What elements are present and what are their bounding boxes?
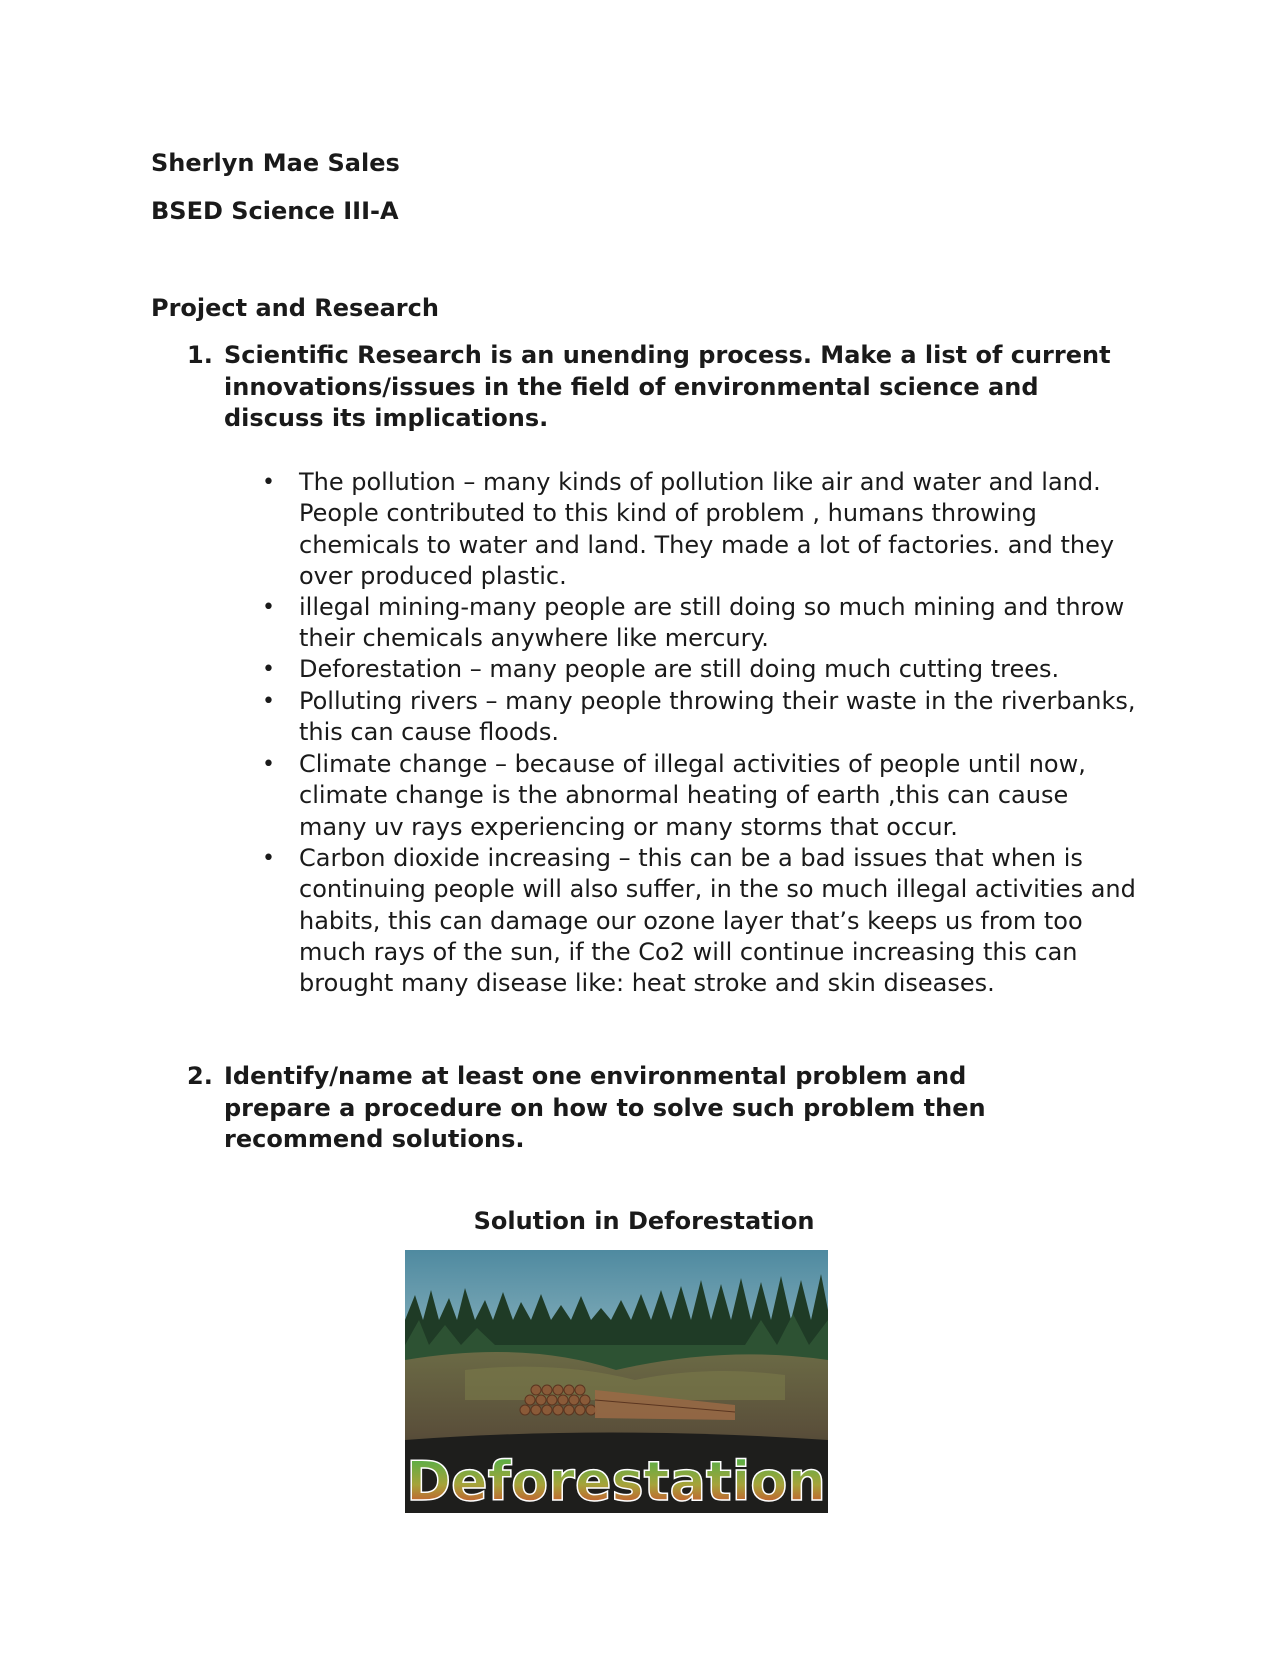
course-section: BSED Science III-A <box>151 197 399 225</box>
bullet-marker: • <box>262 470 275 495</box>
list-item: The pollution – many kinds of pollution like air and water and land. People contributed to this kind of problem , humans throwing chemicals to water and land. They made a lot of factories. and they over produced plastic. <box>299 468 1115 590</box>
bullet-marker: • <box>262 595 275 620</box>
bullet-marker: • <box>262 657 275 682</box>
question-number: 1. <box>187 341 213 369</box>
question-text: Scientific Research is an unending process. Make a list of current innovations/issues in the field of environmental science and discuss its implications. <box>224 341 1111 432</box>
list-item: Polluting rivers – many people throwing their waste in the riverbanks, this can cause floods. <box>299 687 1136 747</box>
deforestation-photo <box>405 1250 828 1513</box>
list-item: Deforestation – many people are still doing much cutting trees. <box>299 655 1060 683</box>
question-text: Identify/name at least one environmental problem and prepare a procedure on how to solve such problem then recommend solutions. <box>224 1062 986 1153</box>
list-item: illegal mining-many people are still doing so much mining and throw their chemicals anywhere like mercury. <box>299 593 1125 653</box>
question-number: 2. <box>187 1062 213 1090</box>
list-item: Carbon dioxide increasing – this can be a bad issues that when is continuing people will also suffer, in the so much illegal activities and habits, this can damage our ozone layer that’s keeps us from too much rays of the sun, if the Co2 will continue increasing this can brought many disease like: heat stroke and skin diseases. <box>299 844 1136 998</box>
list-item: Climate change – because of illegal activities of people until now, climate change is the abnormal heating of earth ,this can cause many uv rays experiencing or many storms that occur. <box>299 750 1086 841</box>
bullet-marker: • <box>262 689 275 714</box>
figure-caption: Solution in Deforestation <box>473 1207 815 1235</box>
image-title: Deforestation <box>406 1450 826 1513</box>
author-name: Sherlyn Mae Sales <box>151 149 400 177</box>
bullet-marker: • <box>262 846 275 871</box>
section-title: Project and Research <box>151 294 439 322</box>
bullet-marker: • <box>262 752 275 777</box>
